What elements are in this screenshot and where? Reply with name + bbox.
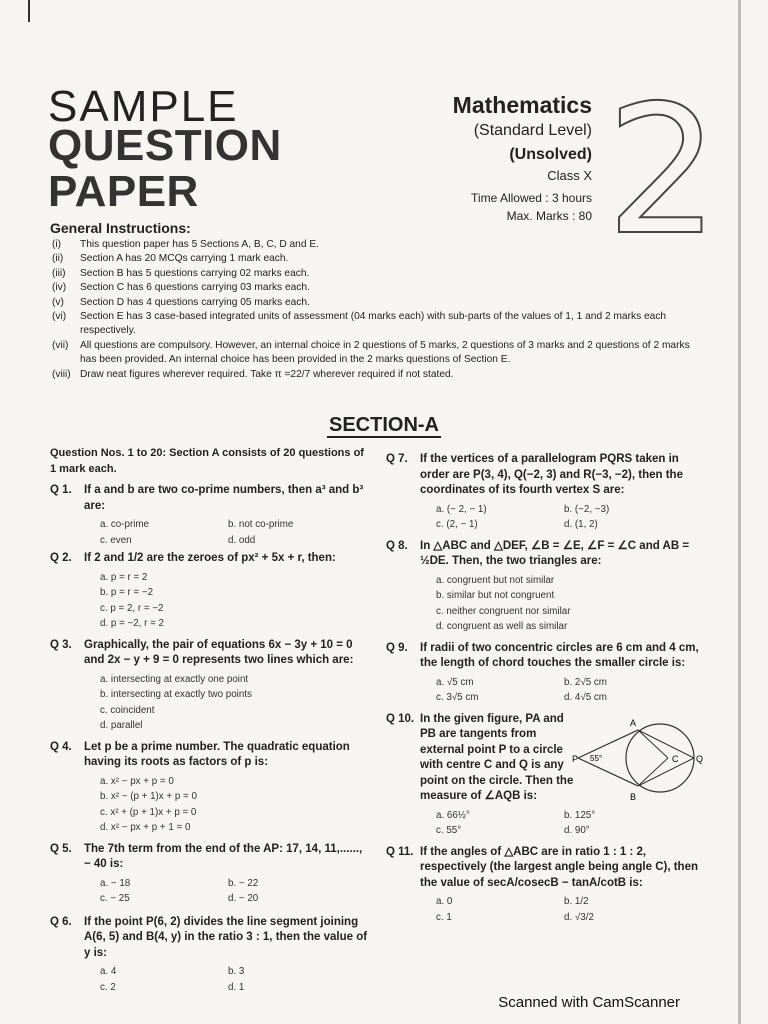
option-item: c. (2, − 1) — [436, 519, 478, 530]
figure-label-c: C — [672, 754, 679, 764]
figure-label-a: A — [630, 718, 637, 728]
option-item: d. 1 — [228, 981, 245, 993]
question-body: If the angles of △ABC are in ratio 1 : 1 : 2, respectively (the largest angle being angle C), then the value of secA/cosecB − tanA/cotB is: — [420, 845, 698, 889]
option-item: a. 4 — [100, 966, 117, 977]
question-text — [386, 712, 574, 805]
option-item: b. 1/2 — [564, 896, 589, 907]
question-number: Q 1. — [50, 484, 72, 496]
title-question: QUESTION — [48, 121, 282, 170]
options-list — [100, 517, 368, 548]
time-text: Time Allowed : 3 hours — [471, 191, 592, 205]
instruction-text: Section E has 3 case-based integrated units of assessment (04 marks each) with sub-parts of the values of 1, 1 and 2 marks each respectively. — [80, 311, 667, 337]
question-number: Q 7. — [386, 453, 408, 465]
right-column — [386, 452, 700, 929]
question-block — [386, 641, 700, 706]
option-item: c. 1 — [436, 911, 452, 923]
instruction-item — [52, 339, 692, 368]
options-list — [100, 964, 368, 995]
instruction-text: This question paper has 5 Sections A, B, C, D and E. — [80, 239, 319, 250]
section-heading — [0, 414, 768, 437]
question-number: Q 11. — [386, 845, 414, 858]
question-body: If radii of two concentric circles are 6 cm and 4 cm, the length of chord touches the smaller circle is: — [420, 641, 699, 669]
instruction-text: Section A has 20 MCQs carrying 1 mark each. — [80, 253, 289, 265]
instruction-number: (vi) — [52, 311, 67, 323]
option-item: d. odd — [228, 534, 256, 546]
question-block — [50, 551, 368, 632]
question-body: If a and b are two co-prime numbers, then a³ and b³ are: — [84, 484, 364, 512]
question-block — [50, 483, 368, 548]
level-text: (Standard Level) — [473, 122, 592, 139]
section-intro: Question Nos. 1 to 20: Section A consists of 20 questions of 1 mark each. — [50, 447, 364, 475]
instruction-number: (v) — [52, 296, 64, 308]
question-body: If 2 and 1/2 are the zeroes of px² + 5x + r, then: — [84, 552, 336, 564]
option-item: a. √5 cm — [436, 676, 474, 688]
option-item: a. intersecting at exactly one point — [100, 673, 249, 685]
option-item: b. 2√5 cm — [564, 676, 607, 688]
question-text — [386, 641, 700, 672]
option-item: d. congruent as well as similar — [436, 621, 568, 632]
figure-angle-label: 55° — [590, 754, 603, 763]
instructions-title: General Instructions: — [50, 220, 191, 236]
figure-label-b: B — [630, 792, 637, 802]
question-block — [386, 712, 596, 839]
options-list — [436, 894, 700, 925]
options-list — [436, 502, 700, 533]
option-item: a. p = r = 2 — [100, 571, 148, 583]
option-item: a. (− 2, − 1) — [436, 503, 487, 515]
option-item: c. 55° — [436, 825, 462, 836]
scan-mark — [28, 0, 30, 22]
question-body: Let p be a prime number. The quadratic equation having its roots as factors of p is: — [84, 740, 350, 768]
option-item: a. co-prime — [100, 519, 149, 530]
instruction-item — [52, 368, 692, 382]
instruction-item — [52, 252, 692, 266]
options-list — [436, 573, 700, 635]
option-item: a. 0 — [436, 896, 453, 907]
figure-label-p: P — [572, 754, 579, 764]
question-text — [50, 638, 368, 669]
instructions-list — [52, 238, 692, 382]
question-body: In the given figure, PA and PB are tangents from external point P to a circle with centre C and Q is any point on the circle. Then the measure of ∠AQB is: — [420, 712, 574, 802]
options-list — [100, 570, 368, 632]
title-sample: SAMPLE — [48, 82, 239, 131]
question-number: Q 4. — [50, 740, 72, 753]
instruction-number: (iii) — [52, 267, 66, 279]
question-block — [50, 638, 368, 734]
option-item: c. 3√5 cm — [436, 692, 479, 703]
tangent-circle-figure — [572, 716, 702, 804]
question-text — [50, 842, 368, 873]
question-body: Graphically, the pair of equations 6x − 3y + 10 = 0 and 2x − y + 9 = 0 represents two lines which are: — [84, 638, 354, 666]
figure-label-q: Q — [696, 754, 704, 764]
title-paper: PAPER — [48, 167, 199, 216]
instruction-number: (iv) — [52, 282, 67, 294]
instruction-item — [52, 310, 692, 339]
option-item: c. p = 2, r = −2 — [100, 602, 164, 614]
question-block — [50, 915, 368, 996]
options-list — [100, 774, 368, 836]
option-item: c. even — [100, 534, 132, 546]
option-item: b. 125° — [564, 809, 596, 821]
option-item: d. − 20 — [228, 893, 259, 904]
instruction-item — [52, 281, 692, 295]
option-item: c. 2 — [100, 981, 116, 993]
option-item: b. similar but not congruent — [436, 590, 555, 601]
instruction-item — [52, 296, 692, 310]
instruction-text: Section C has 6 questions carrying 03 marks each. — [80, 282, 310, 294]
instruction-text: Draw neat figures wherever required. Take π =22/7 wherever required if not stated. — [80, 368, 454, 380]
subject-title: Mathematics — [452, 92, 592, 118]
option-item: b. (−2, −3) — [564, 503, 610, 515]
question-body: If the point P(6, 2) divides the line segment joining A(6, 5) and B(4, y) in the ratio 3 : 1, then the value of y is: — [84, 915, 368, 959]
option-item: b. − 22 — [228, 877, 259, 889]
question-number: Q 10. — [386, 712, 415, 725]
page-edge — [738, 0, 741, 1024]
options-list — [436, 808, 596, 839]
question-text — [386, 452, 700, 499]
question-number: Q 3. — [50, 638, 72, 651]
option-item: a. − 18 — [100, 877, 131, 889]
question-block — [50, 740, 368, 836]
instruction-item — [52, 267, 692, 281]
paper-number: 2 — [606, 67, 720, 274]
question-text — [50, 551, 368, 567]
option-item: c. − 25 — [100, 893, 130, 904]
question-number: Q 2. — [50, 552, 72, 564]
question-text — [386, 845, 700, 892]
instruction-text: Section B has 5 questions carrying 02 marks each. — [80, 267, 310, 279]
option-item: b. x² − (p + 1)x + p = 0 — [100, 791, 197, 802]
instruction-item — [52, 238, 692, 252]
option-item: b. p = r = −2 — [100, 587, 154, 598]
option-item: c. coincident — [100, 704, 155, 716]
section-title: SECTION-A — [329, 414, 439, 436]
marks-text: Max. Marks : 80 — [506, 209, 592, 223]
option-item: d. x² − px + p + 1 = 0 — [100, 822, 191, 833]
instruction-number: (ii) — [52, 253, 64, 265]
instruction-number: (vii) — [52, 339, 69, 351]
question-block — [386, 539, 700, 635]
options-list — [100, 672, 368, 734]
status-text: (Unsolved) — [509, 146, 592, 163]
question-block — [386, 452, 700, 533]
options-list — [436, 675, 700, 706]
option-item: b. intersecting at exactly two points — [100, 689, 252, 700]
option-item: a. x² − px + p = 0 — [100, 775, 174, 787]
question-body: In △ABC and △DEF, ∠B = ∠E, ∠F = ∠C and AB = ½DE. Then, the two triangles are: — [420, 539, 690, 567]
question-number: Q 6. — [50, 915, 72, 928]
instruction-text: All questions are compulsory. However, an internal choice in 2 questions of 5 marks, 2 questions of 3 marks and 2 questions of 2 marks has been provided. An internal choice has been provided in the 2 marks questions of Section E. — [80, 339, 690, 366]
option-item: a. congruent but not similar — [436, 574, 555, 586]
scanner-footer: Scanned with CamScanner — [498, 994, 680, 1011]
instruction-number: (i) — [52, 239, 62, 250]
question-text — [50, 915, 368, 962]
question-text — [50, 740, 368, 771]
option-item: c. x² + (p + 1)x + p = 0 — [100, 806, 197, 818]
option-item: d. p = −2, r = 2 — [100, 618, 164, 629]
question-text — [50, 483, 368, 514]
question-body: If the vertices of a parallelogram PQRS taken in order are P(3, 4), Q(−2, 3) and R(−3, −2), then the coordinates of its fourth vertex S are: — [420, 453, 683, 496]
question-body: The 7th term from the end of the AP: 17, 14, 11,......, − 40 is: — [84, 842, 363, 870]
option-item: d. 4√5 cm — [564, 692, 607, 703]
class-text: Class X — [547, 168, 592, 183]
question-number: Q 8. — [386, 539, 408, 552]
option-item: d. parallel — [100, 720, 143, 731]
question-number: Q 5. — [50, 842, 72, 855]
options-list — [100, 876, 368, 907]
option-item: d. √3/2 — [564, 911, 594, 923]
question-number: Q 9. — [386, 641, 408, 654]
question-block — [386, 845, 700, 926]
option-item: a. 66½° — [436, 809, 470, 821]
question-block — [50, 842, 368, 907]
option-item: b. 3 — [228, 966, 245, 977]
option-item: d. (1, 2) — [564, 519, 598, 530]
option-item: d. 90° — [564, 825, 590, 836]
instruction-text: Section D has 4 questions carrying 05 marks each. — [80, 296, 310, 308]
question-text — [386, 539, 700, 570]
option-item: c. neither congruent nor similar — [436, 605, 571, 617]
option-item: b. not co-prime — [228, 519, 294, 530]
left-column — [50, 446, 368, 999]
instruction-number: (viii) — [52, 368, 71, 380]
